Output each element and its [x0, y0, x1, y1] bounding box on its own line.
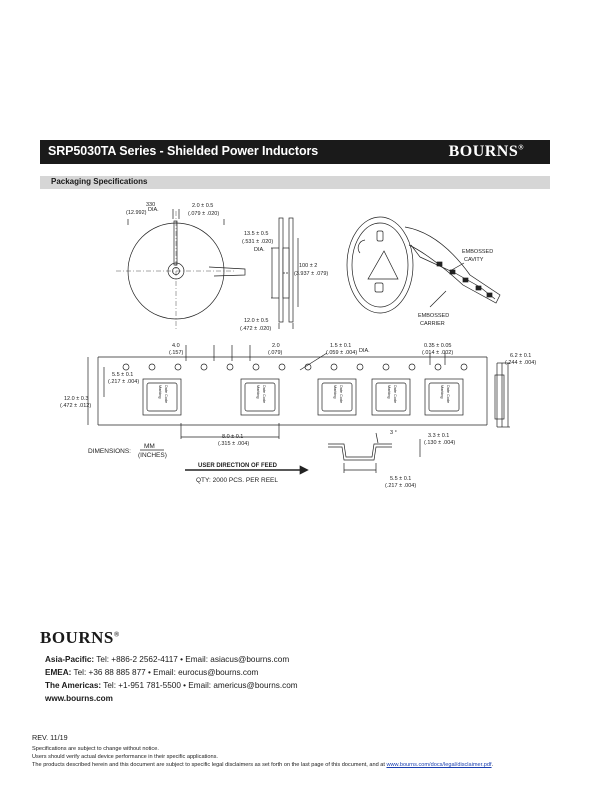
component-marking-1: Marking: [158, 385, 162, 399]
component-pitch-in: (.315 ± .004): [218, 441, 250, 447]
carrier-tape-top-view: [88, 345, 487, 439]
contact-region: EMEA:: [45, 668, 72, 677]
cavity-height-mm: 3.3 ± 0.1: [428, 433, 450, 439]
revision-label: REV. 11/19: [32, 733, 68, 742]
tape-width-in: (.472 ± .012): [60, 403, 92, 409]
disclaimer-line-1: Specifications are subject to change without notice.: [32, 746, 159, 752]
contact-region: The Americas:: [45, 681, 102, 690]
reel-isometric-view: [347, 217, 500, 313]
cavity-depth-mm: 6.2 ± 0.1: [510, 353, 532, 359]
hole-diameter-mm: 1.5 ± 0.1: [330, 343, 352, 349]
reel-front-view: [116, 209, 245, 331]
dimensions-label: DIMENSIONS:: [88, 448, 131, 455]
tape-thickness-in: (.014 ± .002): [422, 350, 454, 356]
component-marking-4: Marking: [387, 385, 391, 399]
disclaimer-line-2: Users should verify actual device performance in their specific applications.: [32, 754, 218, 760]
cavity-height-in: (.130 ± .004): [424, 440, 456, 446]
row-offset-mm: 5.5 ± 0.1: [112, 372, 134, 378]
component-datecode-3: Date Code: [339, 385, 343, 404]
core-diameter-in: (3.937 ± .079): [294, 271, 329, 277]
contact-details: Tel: +1-951 781-5500 • Email: americus@bourns.com: [103, 681, 298, 690]
hole-offset-mm: 2.0: [272, 343, 280, 349]
hole-pitch-mm: 4.0: [172, 343, 180, 349]
cavity-width-in: (.217 ± .004): [385, 483, 417, 489]
reel-width-mm: 12.0 ± 0.5: [244, 318, 269, 324]
contact-details: Tel: +886-2 2562-4117 • Email: asiacus@bourns.com: [96, 655, 290, 664]
disclaimer-end: .: [491, 762, 494, 768]
header-bar: [40, 140, 550, 164]
cavity-angle: 3 °: [390, 430, 397, 436]
feed-direction-label: USER DIRECTION OF FEED: [198, 463, 278, 469]
logo-registered-mark: ®: [518, 143, 524, 152]
core-diameter-mm: 100 ± 2: [299, 263, 318, 269]
footer-bourns-logo: [40, 628, 120, 648]
component-datecode-4: Date Code: [393, 385, 397, 404]
embossed-cavity-label-line2: CAVITY: [464, 257, 484, 263]
hub-dia-label: DIA.: [254, 247, 265, 253]
component-marking-2: Marking: [256, 385, 260, 399]
tape-width-mm: 12.0 ± 0.3: [64, 396, 89, 402]
hole-pitch-in: (.157): [169, 350, 184, 356]
website-link[interactable]: www.bourns.com: [45, 694, 113, 703]
contact-details: Tel: +36 88 885 877 • Email: eurocus@bourns.com: [73, 668, 259, 677]
section-header: [40, 176, 550, 189]
embossed-carrier-label-line1: EMBOSSED: [418, 313, 450, 319]
contact-americas: [45, 681, 298, 690]
contact-region: Asia-Pacific:: [45, 655, 95, 664]
hub-diameter-mm: 13.5 ± 0.5: [244, 231, 269, 237]
tape-thickness-mm: 0.35 ± 0.05: [424, 343, 452, 349]
component-marking-5: Marking: [440, 385, 444, 399]
disclaimer-text: The products described herein and this document are subject to specific legal disclaimers as set forth on the last page of this document, and at: [32, 762, 387, 768]
slot-width-in: (.079 ± .020): [188, 211, 220, 217]
cavity-width-mm: 5.5 ± 0.1: [390, 476, 412, 482]
footer-logo-text: BOURNS: [40, 628, 114, 647]
bourns-logo: [449, 143, 524, 161]
reel-dia-label: DIA.: [148, 207, 159, 213]
cavity-depth-in: (.244 ± .004): [505, 360, 537, 366]
reel-width-in: (.472 ± .020): [240, 326, 272, 332]
dimensions-inches: (INCHES): [138, 452, 167, 459]
component-datecode-1: Date Code: [164, 385, 168, 404]
footer-logo-registered-mark: ®: [113, 630, 120, 639]
component-marking-3: Marking: [333, 385, 337, 399]
quantity-per-reel: QTY: 2000 PCS. PER REEL: [196, 477, 279, 484]
component-datecode-2: Date Code: [262, 385, 266, 404]
contact-asia-pacific: [45, 655, 289, 664]
cavity-cross-section: [328, 433, 420, 473]
hole-diameter-in: (.059 ± .004): [326, 350, 358, 356]
hub-diameter-in: (.531 ± .020): [242, 239, 274, 245]
disclaimer-line-3: [32, 762, 493, 768]
reel-diameter-in: (12.992): [126, 210, 147, 216]
hole-offset-in: (.079): [268, 350, 283, 356]
page-title: SRP5030TA Series - Shielded Power Inductors: [48, 144, 319, 158]
row-offset-in: (.217 ± .004): [108, 379, 140, 385]
slot-width-mm: 2.0 ± 0.5: [192, 203, 214, 209]
embossed-carrier-label-line2: CARRIER: [420, 321, 445, 327]
dimensions-mm: MM: [144, 443, 155, 450]
disclaimer-link[interactable]: www.bourns.com/docs/legal/disclaimer.pdf: [386, 762, 492, 768]
component-pitch-mm: 8.0 ± 0.1: [222, 434, 244, 440]
embossed-cavity-label-line1: EMBOSSED: [462, 249, 494, 255]
hole-dia-label: DIA.: [359, 348, 370, 354]
reel-diameter-mm: 330: [146, 202, 156, 208]
logo-text: BOURNS: [448, 143, 519, 160]
packaging-drawing: [0, 195, 594, 495]
feed-arrow-head: [300, 466, 308, 474]
component-datecode-5: Date Code: [446, 385, 450, 404]
contact-emea: [45, 668, 258, 677]
section-title: Packaging Specifications: [51, 177, 148, 186]
